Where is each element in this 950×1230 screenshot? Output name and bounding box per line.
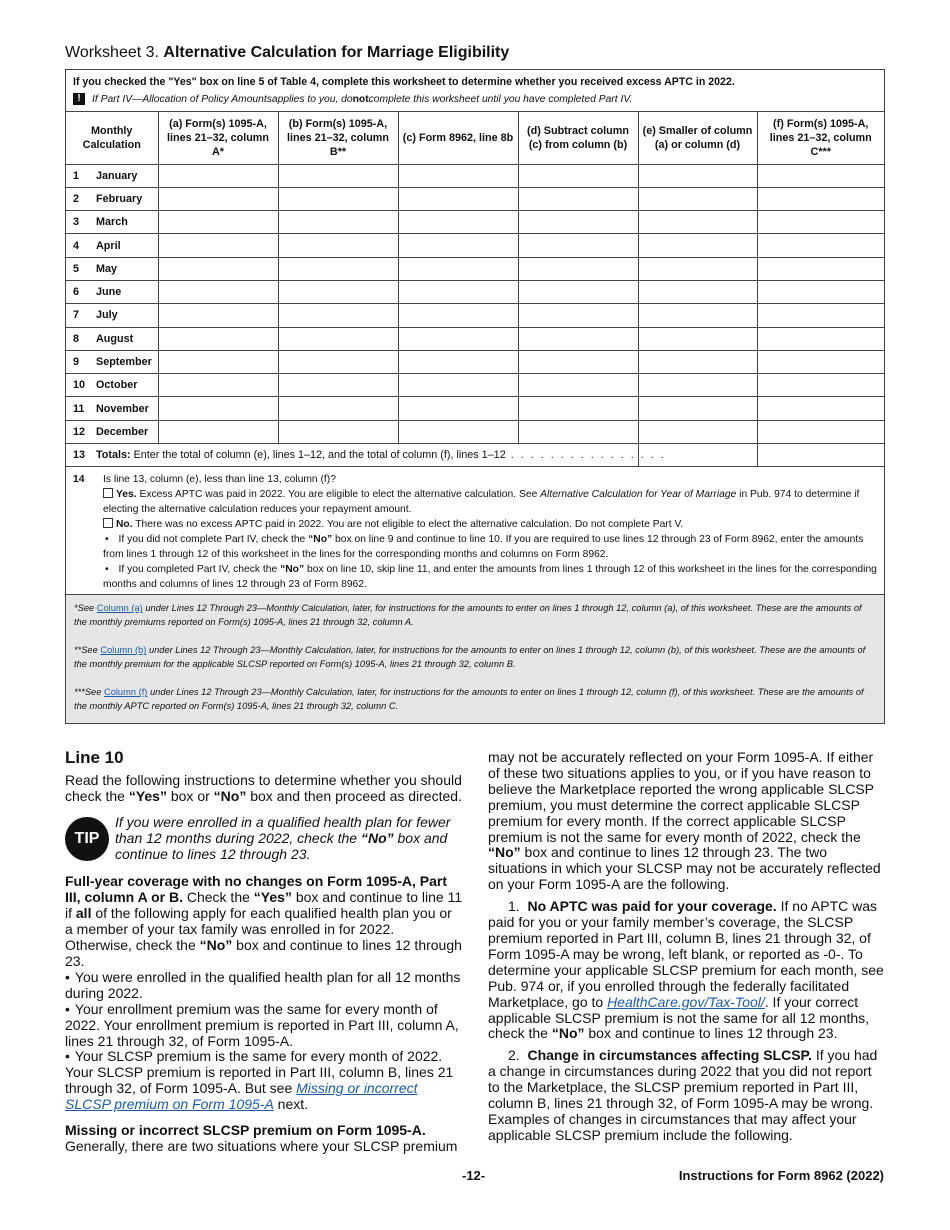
totals-text: Enter the total of column (e), lines 1–12, and the total of column (f), lines 1–12 — [130, 449, 506, 462]
footnote-c — [74, 685, 876, 713]
cell-col-a[interactable] — [158, 280, 278, 303]
table-row — [66, 211, 884, 234]
table-row — [66, 304, 884, 327]
q14-no-option — [103, 517, 877, 532]
right-paragraph-1 — [488, 750, 886, 893]
month-line-number: 10 — [73, 379, 86, 392]
month-line-number: 7 — [73, 309, 80, 322]
healthcare-gov-link[interactable]: HealthCare.gov/Tax-Tool/ — [607, 993, 765, 1010]
intro-yes: “Yes” — [128, 787, 167, 804]
bullet1-text-a: If you did not complete Part IV, check the — [118, 534, 309, 546]
bullet3-text-b: next. — [273, 1096, 309, 1113]
month-rows — [66, 164, 884, 444]
header-col-d: (d) Subtract column (c) from column (b) — [518, 112, 638, 164]
cell-col-b[interactable] — [278, 327, 398, 350]
cell-col-d[interactable] — [518, 304, 638, 327]
worksheet-title — [65, 44, 509, 62]
cell-col-b[interactable] — [278, 304, 398, 327]
totals-line-number: 13 — [73, 449, 86, 462]
q14-bullet-2 — [103, 562, 877, 592]
month-name: October — [96, 379, 138, 392]
bullet-enrollment-premium: • Your enrollment premium was the same for every month of 2022. Your enrollment premium is reported in Part III, column A, lines 21 through 32, of Form 1095-A. — [65, 1002, 463, 1050]
tip-icon: TIP — [65, 817, 109, 861]
cell-col-b[interactable] — [278, 211, 398, 234]
bullet2-no: “No” — [280, 564, 305, 576]
intro-line-2b: applies to you, do — [271, 93, 353, 105]
cell-col-f[interactable] — [757, 257, 884, 280]
situation-2 — [488, 1048, 886, 1143]
cell-col-c[interactable] — [398, 420, 518, 443]
bullet2-text-a: If you completed Part IV, check the — [118, 564, 281, 576]
bullet1-no: “No” — [308, 534, 333, 546]
month-line-number: 5 — [73, 262, 80, 275]
cell-col-a[interactable] — [158, 420, 278, 443]
month-line-number: 6 — [73, 286, 80, 299]
cell-col-c[interactable] — [398, 280, 518, 303]
cell-col-a[interactable] — [158, 350, 278, 373]
month-name: September — [96, 356, 152, 369]
column-b-link[interactable]: Column (b) — [100, 645, 147, 656]
cell-col-d[interactable] — [518, 327, 638, 350]
footer-title: Instructions for Form 8962 (2022) — [678, 1168, 884, 1183]
footnote-b — [74, 643, 876, 671]
full-text-b: box and continue to line 11 if — [65, 889, 463, 922]
no-label: No. — [116, 519, 133, 531]
intro-line-1: If you checked the "Yes" box on line 5 of Table 4, complete this worksheet to determine whether you received excess APTC in 2022. — [73, 76, 735, 88]
footnote-b-post: under Lines 12 Through 23—Monthly Calculation, later, for instructions for the amounts to enter on lines 1 through 12, column (b), of this worksheet. These are the amounts of the monthly premium for the applicable SLCSP reported on Form(s) 1095-A, lines 21 through 32, column B. — [74, 645, 866, 670]
worksheet-prefix: Worksheet 3. — [65, 44, 159, 61]
table-header-row — [66, 112, 884, 164]
column-a-link[interactable]: Column (a) — [96, 603, 143, 614]
bullet1-text-b: box on line 9 and continue to line 10. If you are required to use lines 12 through 23 of Form 8962, enter the amounts from lines 1 through 12 of this worksheet in the lines for the corresponding months and columns on Form 8962. — [103, 534, 864, 561]
header-col-f: (f) Form(s) 1095-A, lines 21–32, column C*** — [757, 112, 884, 164]
cell-col-c[interactable] — [398, 211, 518, 234]
month-name: August — [96, 332, 134, 345]
totals-label-cell — [66, 444, 666, 467]
month-label — [66, 257, 158, 280]
right-text-b: box and continue to lines 12 through 23. The two situations in which your SLCSP may not be accurately reflected on your Form 1095-A are the following. — [488, 844, 881, 893]
month-line-number: 3 — [73, 216, 80, 229]
tip-box — [65, 815, 463, 863]
header-monthly-calculation: Monthly Calculation — [66, 112, 158, 164]
intro-text-a: Read the following instructions to determine whether you should check the — [65, 771, 462, 804]
header-col-e: (e) Smaller of column (a) or column (d) — [638, 112, 757, 164]
cell-col-d[interactable] — [518, 257, 638, 280]
full-all: all — [75, 905, 92, 922]
cell-col-f[interactable] — [757, 327, 884, 350]
situation-1-heading: No APTC was paid for your coverage. — [527, 898, 777, 915]
yes-text-2: in Pub. 974 to determine if electing the alternative calculation reduces your repayment amount. — [103, 489, 860, 516]
q14-yes-option — [103, 487, 877, 517]
cell-col-d[interactable] — [518, 164, 638, 187]
footnote-c-pre: ***See — [74, 687, 104, 698]
bullet3-text-a: Your SLCSP premium is the same for every month of 2022. Your SLCSP premium is reported in Part III, column B, lines 21 through 32, of Form 1095-A. But see — [65, 1048, 454, 1097]
month-line-number: 12 — [73, 425, 86, 438]
cell-col-f[interactable] — [757, 211, 884, 234]
worksheet-box — [65, 69, 885, 724]
bullet2-text-b: box on line 10, skip line 11, and enter the amounts from lines 1 through 12 of this worksheet in the lines for the corresponding months and columns of lines 12 through 23 of Form 8962. — [103, 564, 877, 591]
cell-col-e[interactable] — [638, 397, 757, 420]
month-line-number: 1 — [73, 169, 80, 182]
intro-text-c: box and then proceed as directed. — [246, 787, 462, 804]
totals-col-f-field[interactable] — [757, 444, 884, 467]
full-text-a: Check the — [182, 889, 254, 906]
month-label — [66, 350, 158, 373]
cell-col-f[interactable] — [757, 164, 884, 187]
cell-col-e[interactable] — [638, 420, 757, 443]
table-row — [66, 234, 884, 257]
cell-col-a[interactable] — [158, 374, 278, 397]
month-name: June — [96, 286, 122, 299]
cell-col-c[interactable] — [398, 187, 518, 210]
month-name: April — [96, 239, 121, 252]
line-10-heading: Line 10 — [65, 748, 124, 767]
cell-col-e[interactable] — [638, 350, 757, 373]
yes-label: Yes. — [116, 489, 137, 501]
footnote-a — [74, 601, 876, 629]
header-col-c: (c) Form 8962, line 8b — [398, 112, 518, 164]
cell-col-b[interactable] — [278, 374, 398, 397]
month-name: July — [96, 309, 118, 322]
situation-2-number: 2. — [508, 1047, 520, 1064]
bullet-12-months: • You were enrolled in the qualified health plan for all 12 months during 2022. — [65, 970, 463, 1002]
month-name: November — [96, 402, 149, 415]
situation-1-text-b: . If your correct applicable SLCSP premium is not the same for all 12 months, check the — [488, 993, 870, 1042]
right-column — [488, 750, 886, 1150]
cell-col-b[interactable] — [278, 350, 398, 373]
situation-2-text: If you had a change in circumstances during 2022 that you did not report to the Marketplace, the SLCSP premium reported in Part III, column B, lines 21 through 32, of Form 1095-A may be wrong. Examples of changes in circumstances that may affect your applicable SLCSP premium include the following. — [488, 1047, 878, 1143]
month-line-number: 8 — [73, 332, 80, 345]
footnote-b-pre: **See — [74, 645, 101, 656]
worksheet-intro — [66, 70, 884, 112]
line-10-intro — [65, 773, 463, 805]
cell-col-a[interactable] — [158, 304, 278, 327]
cell-col-a[interactable] — [158, 327, 278, 350]
bullet-slcsp-premium — [65, 1049, 463, 1113]
footnote-a-post: under Lines 12 Through 23—Monthly Calculation, later, for instructions for the amounts to enter on lines 1 through 12, column (a), of this worksheet. These are the amounts of the monthly premiums reported on Form(s) 1095-A, lines 21 through 32, column A. — [74, 603, 862, 628]
cell-col-a[interactable] — [158, 164, 278, 187]
cell-col-c[interactable] — [398, 397, 518, 420]
month-label — [66, 327, 158, 350]
cell-col-a[interactable] — [158, 211, 278, 234]
table-row — [66, 374, 884, 397]
month-label — [66, 304, 158, 327]
month-label — [66, 420, 158, 443]
right-text-a: may not be accurately reflected on your Form 1095-A. If either of these two situations applies to you, or if you have reason to believe the Marketplace reported the wrong applicable SLCSP premium, you must determine the correct applicable SLCSP premium for every month. If the correct applicable SLCSP premium is not the same for every month of 2022, check the — [488, 749, 874, 845]
full-year-paragraph — [65, 874, 463, 1113]
cell-col-f[interactable] — [757, 280, 884, 303]
cell-col-a[interactable] — [158, 397, 278, 420]
month-label — [66, 280, 158, 303]
cell-col-d[interactable] — [518, 420, 638, 443]
situation-1-text-c: box and continue to lines 12 through 23. — [584, 1025, 838, 1042]
cell-col-d[interactable] — [518, 187, 638, 210]
tip-no: “No” — [360, 829, 394, 846]
question-14 — [66, 467, 884, 595]
intro-line-2a: If Part IV—Allocation of Policy Amounts — [92, 93, 272, 105]
table-row — [66, 397, 884, 420]
intro-line-2c: complete this worksheet until you have completed Part IV. — [368, 93, 633, 105]
cell-col-f[interactable] — [757, 420, 884, 443]
intro-line-2-not: not — [352, 93, 369, 105]
full-yes: “Yes” — [253, 889, 292, 906]
missing-paragraph — [65, 1123, 463, 1155]
missing-heading: Missing or incorrect SLCSP premium on Form 1095-A. — [65, 1122, 426, 1139]
cell-col-d[interactable] — [518, 350, 638, 373]
month-line-number: 9 — [73, 356, 80, 369]
month-name: February — [96, 192, 143, 205]
worksheet-footnotes — [66, 595, 884, 723]
monthly-calculation-table — [66, 112, 884, 467]
cell-col-f[interactable] — [757, 234, 884, 257]
cell-col-a[interactable] — [158, 234, 278, 257]
cell-col-e[interactable] — [638, 234, 757, 257]
month-label — [66, 374, 158, 397]
cell-col-a[interactable] — [158, 187, 278, 210]
month-label — [66, 187, 158, 210]
month-name: March — [96, 216, 128, 229]
situation-1-number: 1. — [508, 898, 520, 915]
situation-1-no: “No” — [551, 1025, 585, 1042]
table-row — [66, 257, 884, 280]
table-row — [66, 420, 884, 443]
cell-col-b[interactable] — [278, 257, 398, 280]
column-f-link[interactable]: Column (f) — [103, 687, 148, 698]
cell-col-e[interactable] — [638, 280, 757, 303]
tip-text-b: box and continue to lines 12 through 23. — [115, 829, 448, 862]
cell-col-b[interactable] — [278, 420, 398, 443]
yes-italic: Alternative Calculation for Year of Marriage — [540, 489, 737, 501]
cell-col-f[interactable] — [757, 374, 884, 397]
q14-bullet-1 — [103, 532, 877, 562]
footnote-c-post: under Lines 12 Through 23—Monthly Calculation, later, for instructions for the amounts to enter on lines 1 through 12, column (f), of this worksheet. These are the amounts of the monthly APTC reported on Form(s) 1095-A, lines 21 through 32, column C. — [74, 687, 864, 712]
cell-col-a[interactable] — [158, 257, 278, 280]
full-year-heading: Full-year coverage with no changes on Form 1095-A, Part III, column A or B. — [65, 873, 447, 906]
cell-col-e[interactable] — [638, 187, 757, 210]
footnote-a-pre: *See — [74, 603, 97, 614]
totals-dots: . . . . . . . . . . . . . . . . — [505, 449, 666, 462]
intro-text-b: box or — [166, 787, 214, 804]
cell-col-c[interactable] — [398, 327, 518, 350]
cell-col-d[interactable] — [518, 280, 638, 303]
q14-number: 14 — [73, 474, 85, 486]
cell-col-f[interactable] — [757, 187, 884, 210]
cell-col-c[interactable] — [398, 234, 518, 257]
totals-row — [66, 444, 884, 467]
cell-col-c[interactable] — [398, 304, 518, 327]
yes-text: Excess APTC was paid in 2022. You are eligible to elect the alternative calculation. See — [136, 489, 541, 501]
cell-col-e[interactable] — [638, 327, 757, 350]
month-name: January — [96, 169, 138, 182]
cell-col-d[interactable] — [518, 211, 638, 234]
no-checkbox[interactable] — [103, 518, 113, 528]
cell-col-d[interactable] — [518, 374, 638, 397]
month-line-number: 4 — [73, 239, 80, 252]
tip-text — [115, 815, 463, 863]
missing-text: Generally, there are two situations where your SLCSP premium — [65, 1137, 458, 1154]
left-column — [65, 750, 463, 1161]
cell-col-f[interactable] — [757, 397, 884, 420]
situation-2-heading: Change in circumstances affecting SLCSP. — [527, 1047, 812, 1064]
cell-col-e[interactable] — [638, 304, 757, 327]
right-no: “No” — [488, 844, 521, 861]
cell-col-b[interactable] — [278, 187, 398, 210]
full-no: “No” — [199, 937, 233, 954]
header-col-b: (b) Form(s) 1095-A, lines 21–32, column B** — [278, 112, 398, 164]
page-number: -12- — [462, 1168, 486, 1183]
cell-col-b[interactable] — [278, 234, 398, 257]
month-name: December — [96, 425, 149, 438]
intro-line-2 — [73, 93, 877, 105]
month-label — [66, 234, 158, 257]
cell-col-d[interactable] — [518, 397, 638, 420]
table-row — [66, 350, 884, 373]
month-label — [66, 164, 158, 187]
cell-col-c[interactable] — [398, 374, 518, 397]
no-text: There was no excess APTC paid in 2022. You are not eligible to elect the alternative calculation. Do not complete Part V. — [132, 519, 684, 531]
cell-col-c[interactable] — [398, 350, 518, 373]
month-label — [66, 397, 158, 420]
cell-col-e[interactable] — [638, 164, 757, 187]
missing-slcsp-link[interactable]: Missing or incorrect SLCSP premium on Form 1095-A — [65, 1080, 418, 1113]
full-text-d: box and continue to lines 12 through 23. — [65, 937, 462, 969]
cell-col-b[interactable] — [278, 397, 398, 420]
month-name: May — [96, 262, 118, 275]
cell-col-b[interactable] — [278, 164, 398, 187]
cell-col-b[interactable] — [278, 280, 398, 303]
cell-col-c[interactable] — [398, 257, 518, 280]
table-row — [66, 327, 884, 350]
table-row — [66, 187, 884, 210]
cell-col-c[interactable] — [398, 164, 518, 187]
intro-no: “No” — [213, 787, 247, 804]
tip-text-a: If you were enrolled in a qualified health plan for fewer than 12 months during 2022, check the — [115, 813, 451, 846]
table-row — [66, 164, 884, 187]
worksheet-title-text: Alternative Calculation for Marriage Eligibility — [163, 44, 510, 61]
cell-col-d[interactable] — [518, 234, 638, 257]
cell-col-e[interactable] — [638, 374, 757, 397]
q14-question: Is line 13, column (e), less than line 13, column (f)? — [103, 474, 336, 486]
cell-col-f[interactable] — [757, 304, 884, 327]
header-col-a: (a) Form(s) 1095-A, lines 21–32, column A* — [158, 112, 278, 164]
month-label — [66, 211, 158, 234]
totals-label: Totals: — [96, 449, 131, 462]
month-line-number: 2 — [73, 192, 80, 205]
full-text-c: of the following apply for each qualified health plan you or a member of your tax family was enrolled in for 2022. Otherwise, check the — [65, 905, 452, 954]
yes-checkbox[interactable] — [103, 488, 113, 498]
situation-1 — [488, 899, 886, 1042]
cell-col-e[interactable] — [638, 257, 757, 280]
caution-icon: ! — [73, 93, 85, 105]
cell-col-e[interactable] — [638, 211, 757, 234]
month-line-number: 11 — [73, 402, 85, 415]
situation-1-text-a: If no APTC was paid for you or your family member’s coverage, the SLCSP premium reported in Part III, column B, lines 21 through 32, of Form 1095-A may be wrong, left blank, or reported as -0-. To determine your applicable SLCSP premium for each month, see Pub. 974 or, if you enrolled through the federally facilitated Marketplace, go to — [488, 898, 884, 1010]
cell-col-f[interactable] — [757, 350, 884, 373]
table-row — [66, 280, 884, 303]
